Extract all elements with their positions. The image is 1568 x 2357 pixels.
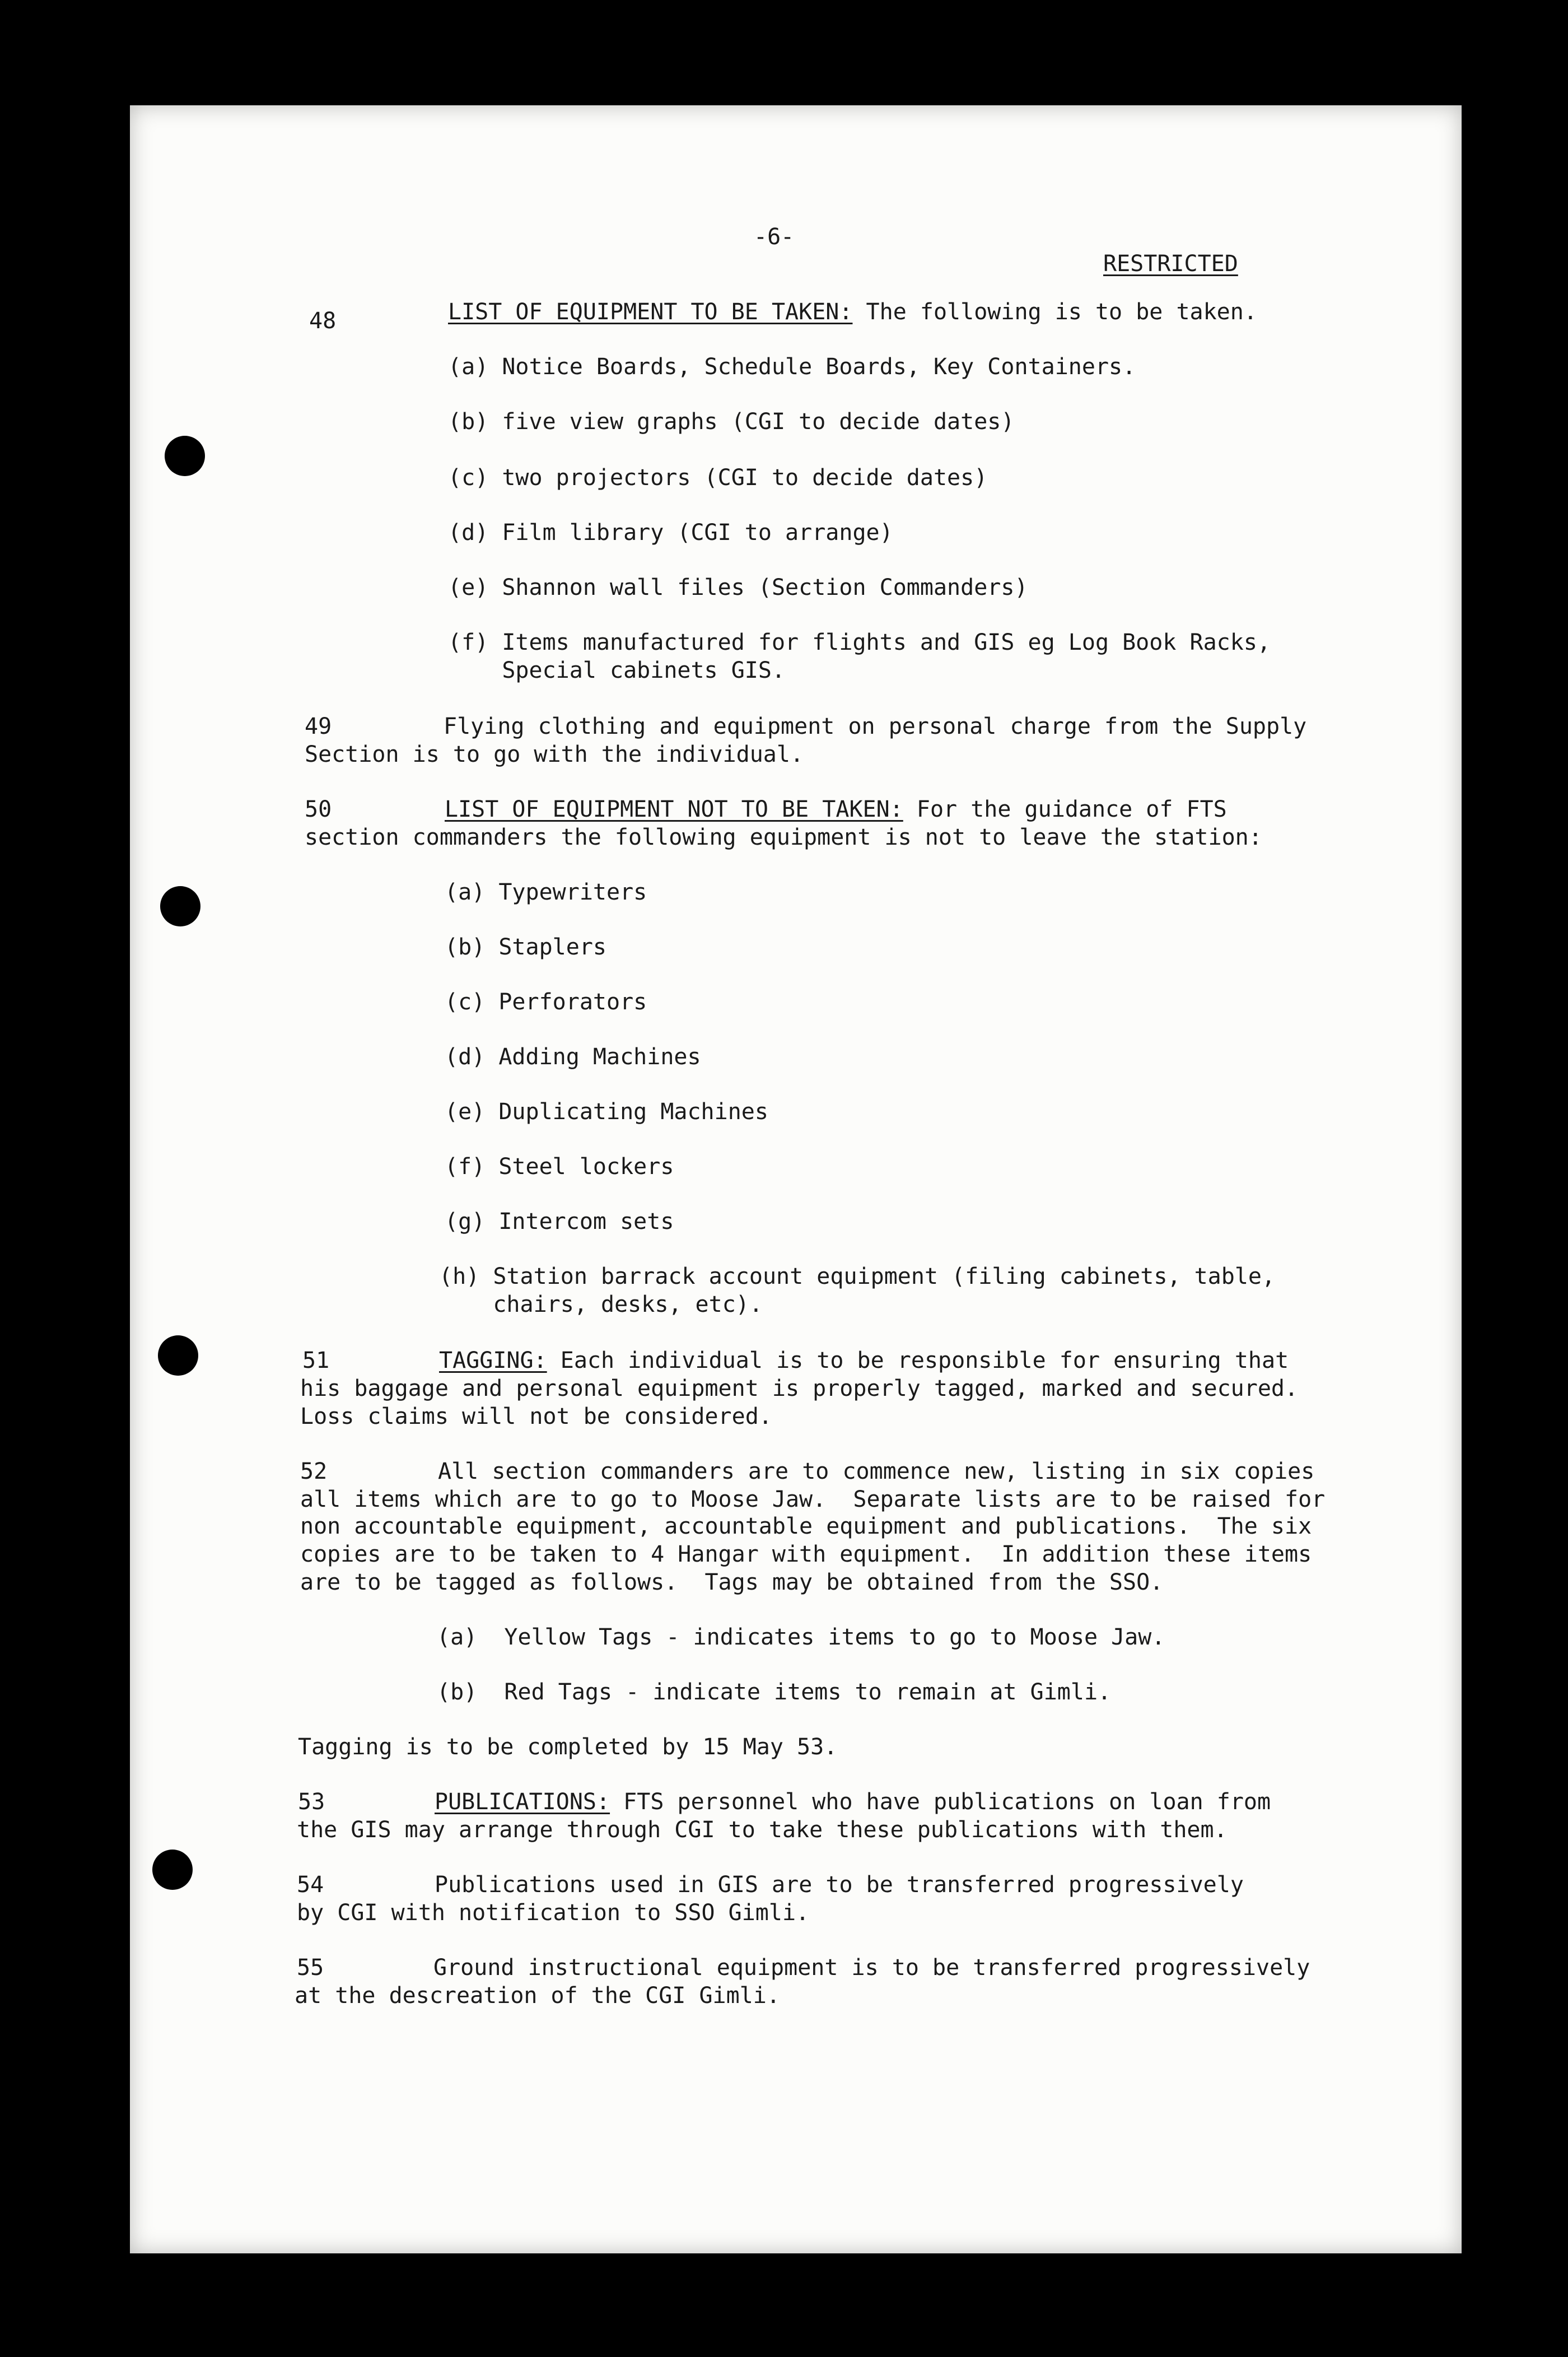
list-item: (a) Typewriters xyxy=(445,879,647,905)
list-item: chairs, desks, etc). xyxy=(439,1292,763,1317)
para-53-heading-line xyxy=(435,1788,1271,1816)
para-49-line: Section is to go with the individual. xyxy=(305,742,804,767)
para-53-heading: PUBLICATIONS: xyxy=(435,1789,610,1815)
list-item: (e) Duplicating Machines xyxy=(445,1099,768,1125)
list-item: (a) Yellow Tags - indicates items to go to Moose Jaw. xyxy=(437,1624,1165,1650)
list-item: (h) Station barrack account equipment (filing cabinets, table, xyxy=(439,1264,1276,1289)
para-51-line: Each individual is to be responsible for ensuring that xyxy=(547,1348,1289,1373)
para-52-line: All section commanders are to commence new, listing in six copies xyxy=(438,1459,1315,1484)
list-item: (c) Perforators xyxy=(445,989,647,1015)
punch-hole xyxy=(152,1850,193,1890)
para-54-line: Publications used in GIS are to be transferred progressively xyxy=(435,1872,1244,1898)
para-52-line: non accountable equipment, accountable equipment and publications. The six xyxy=(300,1513,1312,1539)
page-number: -6- xyxy=(754,224,795,250)
list-item: (a) Notice Boards, Schedule Boards, Key Containers. xyxy=(448,354,1136,380)
para-number-52: 52 xyxy=(300,1459,328,1484)
para-52-line: are to be tagged as follows. Tags may be obtained from the SSO. xyxy=(300,1569,1164,1595)
para-49-line: Flying clothing and equipment on personal charge from the Supply xyxy=(444,714,1307,739)
list-item: (b) five view graphs (CGI to decide dates) xyxy=(448,409,1015,435)
list-item: (b) Staplers xyxy=(445,934,606,960)
para-50-heading-line xyxy=(445,795,1227,823)
list-item: (f) Items manufactured for flights and GIS eg Log Book Racks, xyxy=(448,630,1271,655)
para-53-line: FTS personnel who have publications on loan from xyxy=(610,1789,1271,1815)
para-number-49: 49 xyxy=(305,714,332,739)
para-52-closing: Tagging is to be completed by 15 May 53. xyxy=(298,1734,838,1760)
list-item: (d) Film library (CGI to arrange) xyxy=(448,520,893,546)
para-52-line: copies are to be taken to 4 Hangar with equipment. In addition these items xyxy=(300,1541,1312,1567)
para-52-line: all items which are to go to Moose Jaw. Separate lists are to be raised for xyxy=(300,1487,1326,1512)
para-number-50: 50 xyxy=(305,796,332,822)
list-item: Special cabinets GIS. xyxy=(448,658,786,683)
para-54-line: by CGI with notification to SSO Gimli. xyxy=(297,1900,810,1926)
para-50-intro: For the guidance of FTS xyxy=(903,796,1227,822)
list-item: (g) Intercom sets xyxy=(445,1209,674,1235)
list-item: (d) Adding Machines xyxy=(445,1044,701,1070)
list-item: (e) Shannon wall files (Section Commanders) xyxy=(448,575,1028,600)
para-55-line: Ground instructional equipment is to be transferred progressively xyxy=(433,1955,1310,1981)
para-51-heading-line xyxy=(439,1347,1289,1375)
punch-hole xyxy=(165,436,205,476)
para-48-heading: LIST OF EQUIPMENT TO BE TAKEN: xyxy=(448,299,853,325)
para-number-51: 51 xyxy=(302,1348,330,1373)
para-number-55: 55 xyxy=(297,1955,324,1981)
para-50-heading: LIST OF EQUIPMENT NOT TO BE TAKEN: xyxy=(445,796,903,822)
para-number-53: 53 xyxy=(298,1789,325,1815)
para-55-line: at the descreation of the CGI Gimli. xyxy=(295,1983,780,2009)
para-50-line: section commanders the following equipment is not to leave the station: xyxy=(305,825,1262,850)
punch-hole xyxy=(160,886,200,926)
list-item: (f) Steel lockers xyxy=(445,1154,674,1180)
para-number-54: 54 xyxy=(297,1872,324,1898)
para-48-intro: The following is to be taken. xyxy=(852,299,1257,325)
para-51-heading: TAGGING: xyxy=(439,1348,547,1373)
para-53-line: the GIS may arrange through CGI to take these publications with them. xyxy=(297,1817,1228,1843)
para-48-heading-line xyxy=(448,298,1257,326)
para-number-48: 48 xyxy=(309,308,337,334)
para-51-line: his baggage and personal equipment is properly tagged, marked and secured. xyxy=(300,1376,1299,1401)
list-item: (c) two projectors (CGI to decide dates) xyxy=(448,465,988,491)
list-item: (b) Red Tags - indicate items to remain at Gimli. xyxy=(437,1679,1112,1705)
classification-label: RESTRICTED xyxy=(1103,251,1238,277)
punch-hole xyxy=(158,1335,198,1376)
para-51-line: Loss claims will not be considered. xyxy=(300,1404,772,1429)
